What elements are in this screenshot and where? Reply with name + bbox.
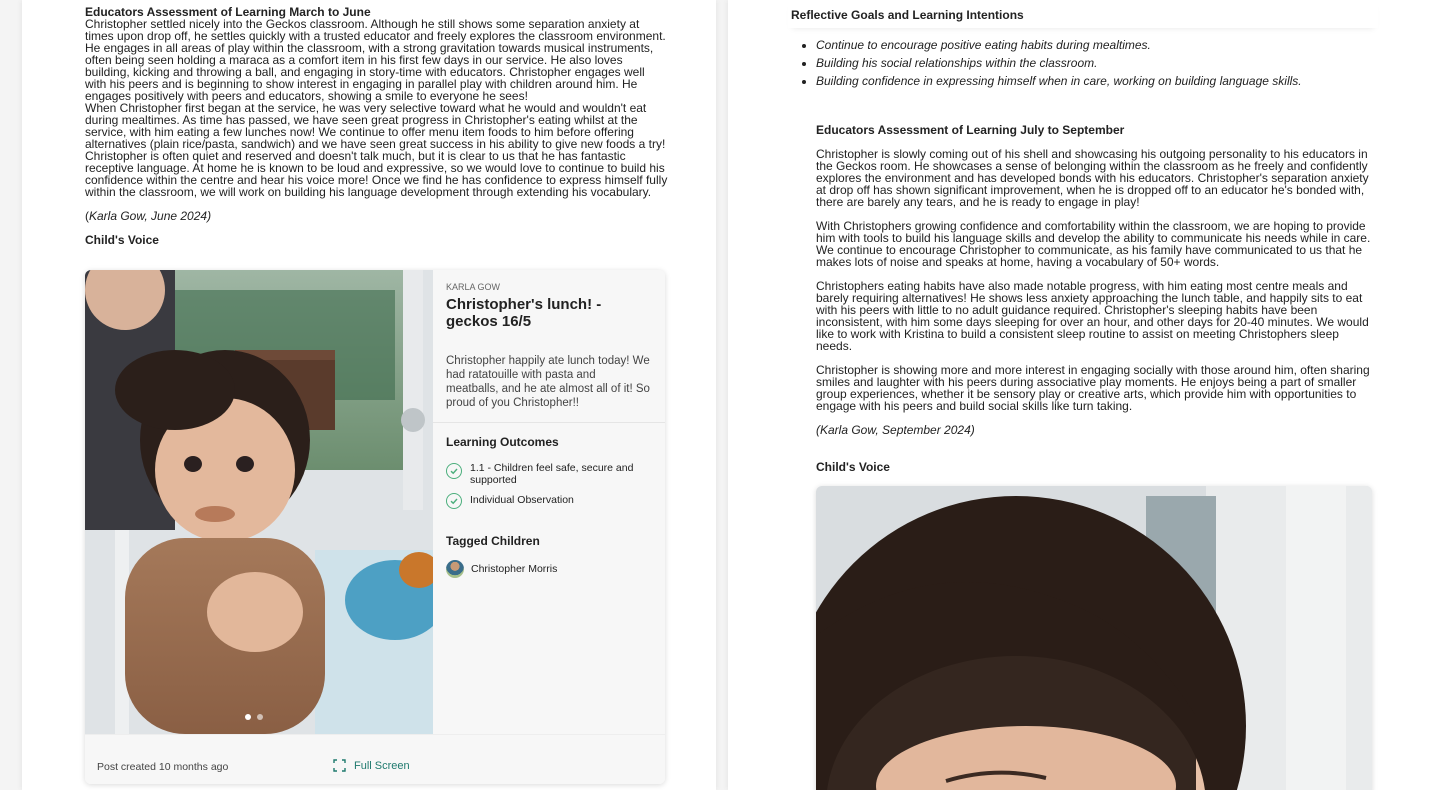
- post-card: [85, 270, 665, 784]
- assessment-paragraph: When Christopher first began at the service, he was very selective toward what he would and wouldn't eat during mealtimes. As time has passed, we have seen great progress in Christopher's eating whilst at the service, with him eating a few lunches now! We continue to offer menu item foods to him before offering alternatives (plain rice/pasta, sandwich) and we have seen great success in his ability to give new foods a try!: [85, 101, 666, 151]
- post-photo[interactable]: [85, 270, 433, 734]
- post-created-time: Post created 10 months ago: [97, 761, 229, 773]
- check-circle-icon: [446, 463, 462, 479]
- full-screen-label: Full Screen: [354, 759, 410, 772]
- author-signature: (Karla Gow, June 2024): [85, 209, 212, 223]
- avatar: [446, 560, 464, 578]
- full-screen-button[interactable]: [333, 759, 410, 772]
- post-details: [433, 270, 665, 734]
- carousel-dot[interactable]: [245, 714, 251, 720]
- full-screen-icon: [333, 759, 346, 772]
- photo-carousel-dots[interactable]: [245, 714, 263, 720]
- assessment-section-july-september: [816, 124, 1372, 436]
- tagged-child-name: Christopher Morris: [471, 563, 558, 575]
- post-footer: [85, 734, 665, 784]
- assessment-paragraph: Christopher settled nicely into the Geckos classroom. Although he still shows some separation anxiety at times upon drop off, he settles quickly with a trusted educator and freely explores the classroom environment. He engages in all areas of play within the classroom, with a strong gravitation towards musical instruments, often being seen holding a maraca as a comfort item in his first few days in our service. He also loves building, kicking and throwing a ball, and engaging in story-time with educators. Christopher engages well with his peers and is beginning to show interest in engaging in parallel play with children around him. He engages positively with peers and educators, showing a smile to everyone he sees!: [85, 17, 666, 103]
- childs-voice-label: Child's Voice: [816, 460, 890, 474]
- assessment-paragraph: With Christophers growing confidence and comfortability within the classroom, we are hoping to provide him with tools to build his language skills and develop the ability to communicate his needs while in care. We continue to encourage Christopher to communicate, as his family have communicated to us that he makes lots of noise and speaks at home, having a vocabulary of 50+ words.: [816, 219, 1371, 269]
- carousel-dot[interactable]: [257, 714, 263, 720]
- post-title: Christopher's lunch! - geckos 16/5: [446, 296, 602, 330]
- assessment-paragraph: Christopher is showing more and more interest in engaging socially with those around him, often sharing smiles and laughter with his peers during associative play moments. He enjoys being a part of smaller group experiences, whether it be sensory play or creative arts, which provide him with opportunities to engage with his peers and build social skills like turn taking.: [816, 363, 1370, 413]
- post-description: Christopher happily ate lunch today! We had ratatouille with pasta and meatballs, and he ate almost all of it! So proud of you Christopher!!: [446, 355, 650, 409]
- goal-item: • Continue to encourage positive eating habits during mealtimes.: [816, 36, 1376, 54]
- assessment-paragraph: Christopher is often quiet and reserved and doesn't talk much, but it is clear to us that he has fantastic receptive language. At home he is known to be loud and expressive, so we would love to continue to build his confidence within the centre and hear his voice more! Once we find he has confidence to express himself fully within the classroom, we will work on building his language development through extending his vocabulary.: [85, 149, 668, 199]
- childs-voice-label: Child's Voice: [85, 233, 159, 247]
- tagged-child[interactable]: [446, 560, 557, 578]
- assessment-paragraph: Christopher is slowly coming out of his shell and showcasing his outgoing personality to his educators in the Geckos room. He showcases a sense of belonging within the classroom as he freely and confidently explores the environment and has developed bonds with his educators. Christopher's separation anxiety at drop off has shown significant improvement, when he is dropped off to an educator he's bonded with, there are barely any tears, and he is ready to engage in play!: [816, 147, 1369, 209]
- assessment-paragraph: Christophers eating habits have also made notable progress, with him eating most centre meals and barely requiring alternatives! He shows less anxiety approaching the lunch table, and happily sits to eat with his peers with little to no adult guidance required. Christopher's sleeping habits have been inconsistent, with him some days sleeping for over an hour, and other days for 20-40 minutes. We would like to work with Kristina to build a consistent sleep routine to assist on meeting Christophers sleep needs.: [816, 279, 1369, 353]
- learning-outcome-item: [446, 462, 656, 486]
- goal-item: • Building his social relationships within the classroom.: [816, 54, 1376, 72]
- divider: [433, 422, 665, 423]
- learning-outcome-text: Individual Observation: [470, 494, 574, 506]
- learning-outcomes-heading: Learning Outcomes: [446, 435, 559, 449]
- childs-voice-photo[interactable]: [816, 486, 1372, 790]
- tagged-children-heading: Tagged Children: [446, 534, 540, 548]
- child-photo-image: [816, 486, 1372, 790]
- learning-outcome-item: [446, 492, 656, 509]
- goal-item: • Building confidence in expressing himself when in care, working on building language skills.: [816, 72, 1376, 90]
- assessment-section-march-june: [85, 6, 669, 246]
- post-author: KARLA GOW: [446, 282, 501, 292]
- check-circle-icon: [446, 493, 462, 509]
- assessment-heading: Educators Assessment of Learning July to September: [816, 123, 1125, 137]
- lunch-photo-image: [85, 270, 433, 734]
- report-page-right: [728, 0, 1440, 790]
- assessment-heading: Educators Assessment of Learning March to June: [85, 5, 371, 19]
- report-page-left: [22, 0, 716, 790]
- learning-outcome-text: 1.1 - Children feel safe, secure and supported: [470, 462, 634, 486]
- goals-heading: Reflective Goals and Learning Intentions: [791, 8, 1024, 22]
- author-signature: (Karla Gow, September 2024): [816, 423, 975, 437]
- goals-list: [816, 36, 1376, 90]
